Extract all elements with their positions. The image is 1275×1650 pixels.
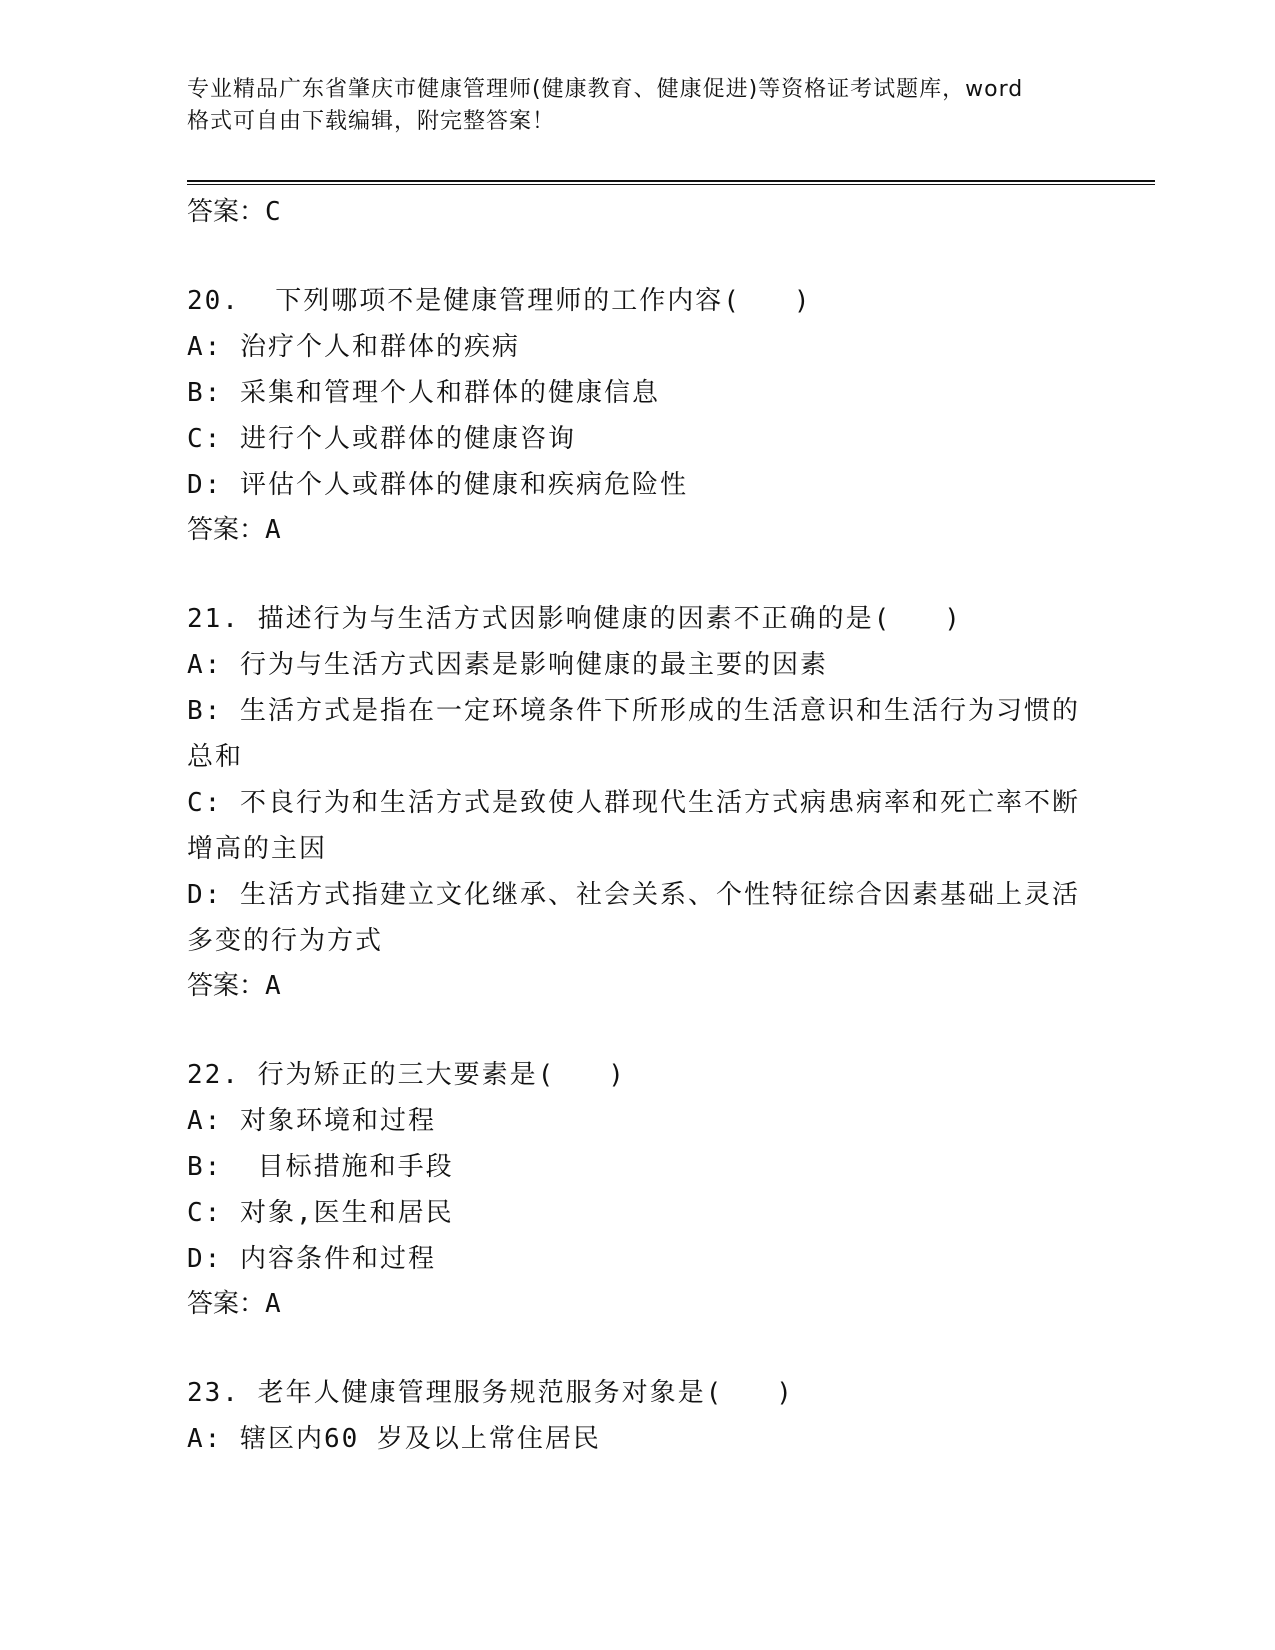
header-line-1: 专业精品广东省肇庆市健康管理师(健康教育、健康促进)等资格证考试题库，word bbox=[187, 77, 1024, 102]
option-a: A: 行为与生活方式因素是影响健康的最主要的因素 bbox=[187, 650, 828, 680]
question-20 bbox=[187, 278, 1087, 552]
answer-label: 答案： bbox=[187, 971, 266, 1001]
question-stem: 22. 行为矫正的三大要素是( ) bbox=[187, 1060, 626, 1090]
question-23 bbox=[187, 1370, 1087, 1462]
option-d: D: 内容条件和过程 bbox=[187, 1244, 436, 1274]
question-stem: 23. 老年人健康管理服务规范服务对象是( ) bbox=[187, 1378, 794, 1408]
option-b: B: 生活方式是指在一定环境条件下所形成的生活意识和生活行为习惯的总和 bbox=[187, 696, 1080, 772]
option-c: C: 进行个人或群体的健康咨询 bbox=[187, 424, 576, 454]
header-divider-thin bbox=[187, 184, 1155, 185]
option-c: C: 对象,医生和居民 bbox=[187, 1198, 454, 1228]
document-header bbox=[187, 74, 1087, 138]
option-c: C: 不良行为和生活方式是致使人群现代生活方式病患病率和死亡率不断增高的主因 bbox=[187, 788, 1080, 864]
answer-value: A bbox=[265, 971, 281, 1001]
option-a: A: 辖区内60 岁及以上常住居民 bbox=[187, 1424, 601, 1454]
header-divider-thick bbox=[187, 180, 1155, 182]
answer-line bbox=[187, 508, 1087, 552]
question-stem: 20. 下列哪项不是健康管理师的工作内容( ) bbox=[187, 286, 812, 316]
answer-value: A bbox=[265, 515, 281, 545]
question-22 bbox=[187, 1052, 1087, 1326]
answer-label: 答案： bbox=[187, 515, 266, 545]
answer-value: C bbox=[265, 197, 281, 227]
option-a: A: 对象环境和过程 bbox=[187, 1106, 436, 1136]
question-stem: 21. 描述行为与生活方式因影响健康的因素不正确的是( ) bbox=[187, 604, 962, 634]
answer-label: 答案： bbox=[187, 1289, 266, 1319]
question-list bbox=[187, 190, 1087, 1462]
option-b: B: 目标措施和手段 bbox=[187, 1152, 454, 1182]
option-d: D: 评估个人或群体的健康和疾病危险性 bbox=[187, 470, 688, 500]
option-d: D: 生活方式指建立文化继承、社会关系、个性特征综合因素基础上灵活多变的行为方式 bbox=[187, 880, 1080, 956]
answer-line bbox=[187, 964, 1087, 1008]
option-a: A: 治疗个人和群体的疾病 bbox=[187, 332, 520, 362]
answer-label: 答案： bbox=[187, 197, 266, 227]
option-b: B: 采集和管理个人和群体的健康信息 bbox=[187, 378, 660, 408]
answer-line bbox=[187, 1282, 1087, 1326]
answer-value: A bbox=[265, 1289, 281, 1319]
header-line-2: 格式可自由下载编辑，附完整答案！ bbox=[187, 109, 556, 134]
question-21 bbox=[187, 596, 1087, 1008]
answer-line bbox=[187, 190, 1087, 234]
